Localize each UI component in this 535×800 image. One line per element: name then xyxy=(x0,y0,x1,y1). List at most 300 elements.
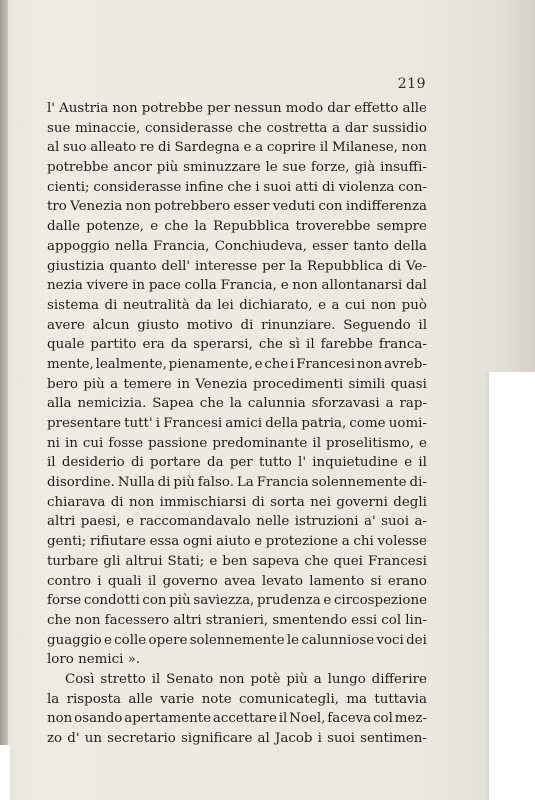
text-word: Repubblica xyxy=(307,258,384,274)
text-word: costretta xyxy=(266,120,328,136)
text-word: neutralità xyxy=(122,297,190,313)
text-word: in xyxy=(132,278,146,294)
text-word: proselitismo, xyxy=(326,435,414,451)
text-word: sì xyxy=(288,337,301,353)
text-word: il xyxy=(278,711,288,727)
text-word: per xyxy=(229,455,253,471)
text-word: ma xyxy=(346,691,368,707)
text-word: esser xyxy=(312,238,349,254)
text-word: essi xyxy=(351,612,378,628)
text-word: gli xyxy=(103,553,121,569)
text-word: sperarsi, xyxy=(193,337,253,353)
text-word: re xyxy=(139,140,155,156)
text-word: farebbe xyxy=(320,337,373,353)
text-word: non xyxy=(75,612,101,628)
text-line xyxy=(47,631,427,651)
text-word: quei xyxy=(333,553,363,569)
text-word: saviezza, xyxy=(193,593,255,609)
text-word: sorta xyxy=(270,494,305,510)
text-word: troverebbe xyxy=(295,219,371,235)
text-word: suoi xyxy=(327,731,355,746)
text-word: e xyxy=(103,632,112,648)
text-word: predominante xyxy=(212,435,308,451)
text-word: dalle xyxy=(47,219,81,235)
text-word: giustizia xyxy=(47,258,105,274)
text-word: della xyxy=(393,238,427,254)
text-word: con- xyxy=(398,179,427,195)
text-word: sminuzzare xyxy=(183,160,261,176)
text-line xyxy=(47,493,427,513)
text-word: facessero xyxy=(104,612,170,628)
text-word: rap- xyxy=(399,396,427,412)
text-word: ». xyxy=(127,652,141,668)
text-word: giusto xyxy=(137,317,180,333)
text-word: simili xyxy=(348,376,386,392)
text-word: e xyxy=(243,140,252,156)
text-word: lealmente, xyxy=(95,356,167,372)
text-word: Francia xyxy=(256,475,309,491)
text-word: Francesi xyxy=(163,416,223,431)
text-word: e xyxy=(404,455,413,471)
text-word: risposta xyxy=(66,691,122,707)
text-word: e xyxy=(150,219,159,235)
text-word: più xyxy=(286,671,308,687)
text-word: tro xyxy=(47,199,67,215)
text-word: accettare xyxy=(212,711,277,727)
text-word: di xyxy=(240,317,254,333)
text-word: rinunziare. xyxy=(261,317,336,333)
text-line xyxy=(47,138,427,158)
text-word: da xyxy=(170,337,188,353)
text-word: avea xyxy=(224,573,256,589)
text-word: note xyxy=(201,691,232,707)
text-word: cui xyxy=(82,435,104,451)
text-word: temere xyxy=(123,376,172,392)
text-word: stranieri, xyxy=(205,612,269,628)
scan-edge-shadow xyxy=(485,372,489,800)
text-word: forze, xyxy=(310,160,350,176)
text-word: di xyxy=(104,297,118,313)
text-word: partito xyxy=(90,337,137,353)
text-word: effetto xyxy=(354,101,399,116)
text-word: da xyxy=(195,297,212,313)
text-word: calunniose xyxy=(301,632,375,648)
text-word: esser xyxy=(233,199,270,215)
text-word: Ve- xyxy=(406,258,427,274)
text-word: e xyxy=(323,593,332,609)
text-word: loro xyxy=(47,652,74,668)
text-line xyxy=(47,650,427,670)
text-word: la xyxy=(289,258,303,274)
text-word: la xyxy=(194,219,207,235)
text-word: non xyxy=(401,140,427,156)
body-text xyxy=(47,99,427,749)
text-word: ben xyxy=(222,553,248,569)
text-word: pienamente, xyxy=(168,356,253,372)
text-line xyxy=(47,217,427,237)
text-word: faceva xyxy=(327,711,372,727)
text-word: suo xyxy=(63,140,87,156)
text-line xyxy=(47,99,427,119)
text-line xyxy=(47,119,427,139)
text-word: violenza xyxy=(338,179,395,195)
text-word: nezia xyxy=(47,278,83,294)
text-word: apertamente xyxy=(124,711,212,727)
text-word: Austria xyxy=(59,101,109,116)
text-word: smentendo xyxy=(272,612,348,628)
text-word: voci xyxy=(376,632,404,648)
text-word: dar xyxy=(327,101,351,116)
text-word: mente, xyxy=(47,356,94,372)
text-word: immischiarsi xyxy=(159,494,247,510)
text-word: sue xyxy=(282,160,307,176)
text-word: interesse xyxy=(194,258,258,274)
page-edge-shadow xyxy=(0,0,8,800)
text-word: non xyxy=(356,356,383,372)
text-line xyxy=(47,394,427,414)
text-word: della xyxy=(265,416,299,431)
text-word: in xyxy=(64,435,78,451)
text-word: al xyxy=(47,140,60,156)
text-word: Seguendo xyxy=(343,317,411,333)
text-word: sforzavasi xyxy=(311,396,380,412)
text-word: e xyxy=(254,534,263,550)
text-word: e xyxy=(419,435,427,451)
text-word: governo xyxy=(162,573,218,589)
text-word: essa xyxy=(149,534,180,550)
text-word: i xyxy=(317,731,322,746)
text-word: d' xyxy=(67,731,80,746)
text-word: come xyxy=(349,416,386,431)
text-word: Nulla xyxy=(117,475,155,491)
text-word: turbare xyxy=(47,553,99,569)
text-word: nessun xyxy=(234,101,282,116)
text-word: potè xyxy=(250,671,281,687)
text-word: potenze, xyxy=(86,219,145,235)
text-line xyxy=(47,414,427,434)
text-word: rifiutare xyxy=(89,534,146,550)
text-word: forse xyxy=(47,593,82,609)
text-word: colle xyxy=(114,632,147,648)
text-word: i xyxy=(290,356,295,372)
text-word: cienti; xyxy=(47,179,90,195)
text-word: che xyxy=(199,396,224,412)
text-word: colla xyxy=(184,278,217,294)
text-word: Jacob xyxy=(274,731,313,746)
text-word: non xyxy=(370,297,397,313)
text-word: fosse xyxy=(108,435,144,451)
text-word: desiderio xyxy=(61,455,125,471)
text-word: al xyxy=(257,731,270,746)
text-word: Venezia xyxy=(70,199,123,215)
text-word: solennemente xyxy=(311,475,407,491)
text-word: non xyxy=(128,494,155,510)
text-word: che xyxy=(164,219,189,235)
text-word: avreb- xyxy=(383,356,427,372)
text-word: considerasse xyxy=(93,179,182,195)
text-word: sapeva xyxy=(252,553,300,569)
text-word: allontanarsi xyxy=(321,278,403,294)
text-word: prudenza xyxy=(256,593,321,609)
text-word: per xyxy=(207,101,231,116)
text-word: l' xyxy=(47,101,55,116)
text-word: osando xyxy=(74,711,123,727)
text-line xyxy=(47,375,427,395)
text-word: quali xyxy=(107,573,142,589)
text-line xyxy=(47,729,427,749)
text-word: condotti xyxy=(83,593,140,609)
text-word: di xyxy=(110,494,124,510)
text-word: chiarava xyxy=(47,494,106,510)
text-word: i xyxy=(97,573,102,589)
text-word: quanto xyxy=(109,258,157,274)
text-word: dichiarato, xyxy=(239,297,313,313)
text-word: che xyxy=(227,179,252,195)
text-word: aiuto xyxy=(216,534,251,550)
text-word: la xyxy=(229,396,242,412)
text-word: già xyxy=(354,160,376,176)
text-line xyxy=(47,611,427,631)
text-word: appoggio xyxy=(47,238,110,254)
text-word: e xyxy=(126,514,135,530)
text-word: contro xyxy=(47,573,92,589)
text-word: Conchiudeva, xyxy=(214,238,307,254)
text-word: sempre xyxy=(376,219,427,235)
text-word: modo xyxy=(285,101,324,116)
text-word: non xyxy=(47,711,73,727)
text-word: degli xyxy=(393,494,427,510)
text-line xyxy=(47,532,427,552)
text-word: sentimen- xyxy=(360,731,427,746)
text-word: per xyxy=(262,258,285,274)
text-word: considerasse xyxy=(144,120,233,136)
text-word: franca- xyxy=(378,337,427,353)
scan-background-left xyxy=(0,745,10,800)
text-line xyxy=(47,296,427,316)
text-word: calunnia xyxy=(247,396,306,412)
text-word: levato xyxy=(261,573,304,589)
text-word: sistema xyxy=(47,297,100,313)
text-line xyxy=(47,453,427,473)
text-word: Noel, xyxy=(289,711,326,727)
text-word: alcun xyxy=(92,317,130,333)
text-word: potrebbero xyxy=(154,199,231,215)
text-word: chi xyxy=(353,534,374,550)
text-word: ni xyxy=(47,435,60,451)
text-word: Venezia xyxy=(195,376,248,392)
text-word: un xyxy=(84,731,102,746)
text-word: più xyxy=(156,160,179,176)
text-word: potrebbe xyxy=(141,101,204,116)
text-word: alla xyxy=(47,396,72,412)
text-word: tutt' xyxy=(124,416,153,431)
text-word: che xyxy=(47,612,72,628)
text-word: sussidio xyxy=(372,120,427,136)
text-word: tutto xyxy=(258,455,292,471)
text-word: non xyxy=(292,278,318,294)
text-word: altri xyxy=(47,514,76,530)
text-word: il xyxy=(418,455,427,471)
text-word: veduti xyxy=(272,199,316,215)
text-word: tuttavia xyxy=(374,691,427,707)
text-line xyxy=(47,276,427,296)
text-word: nemicizia. xyxy=(77,396,147,412)
text-line xyxy=(47,709,427,729)
text-word: differire xyxy=(371,671,427,687)
text-word: dei xyxy=(406,632,427,648)
text-word: presentare xyxy=(47,416,122,431)
text-word: che xyxy=(237,120,262,136)
text-word: disordine. xyxy=(47,475,115,491)
text-word: inquietudine xyxy=(312,455,398,471)
text-word: Così xyxy=(65,671,95,687)
text-word: insuffi- xyxy=(380,160,427,176)
text-word: Milanese, xyxy=(332,140,398,156)
text-word: a xyxy=(255,140,264,156)
text-word: alle xyxy=(402,101,427,116)
text-word: più xyxy=(173,475,195,491)
text-word: non xyxy=(125,199,151,215)
text-word: avere xyxy=(47,317,85,333)
text-word: Senato xyxy=(166,671,214,687)
text-line xyxy=(47,316,427,336)
text-line xyxy=(47,690,427,710)
text-word: patria, xyxy=(301,416,347,431)
text-word: più xyxy=(169,593,191,609)
text-word: quale xyxy=(47,337,85,353)
text-line xyxy=(47,670,427,690)
text-word: procedimenti xyxy=(252,376,344,392)
text-line xyxy=(47,178,427,198)
text-line xyxy=(47,197,427,217)
text-word: che xyxy=(264,356,289,372)
text-word: quasi xyxy=(390,376,427,392)
text-word: potrebbe xyxy=(47,160,109,176)
text-word: paesi, xyxy=(80,514,121,530)
text-line xyxy=(47,552,427,572)
text-word: col xyxy=(381,612,402,628)
text-word: il xyxy=(312,435,321,451)
text-word: a- xyxy=(414,514,427,530)
text-word: e xyxy=(318,297,326,313)
text-line xyxy=(47,257,427,277)
text-word: la xyxy=(47,691,60,707)
text-word: lamento xyxy=(309,573,365,589)
text-line xyxy=(47,572,427,592)
text-word: Francia, xyxy=(153,238,210,254)
text-word: di xyxy=(130,455,144,471)
text-word: pace xyxy=(148,278,181,294)
text-word: Stati; xyxy=(167,553,205,569)
text-line xyxy=(47,473,427,493)
scan-background-right xyxy=(489,372,535,800)
text-line xyxy=(47,355,427,375)
text-word: atti xyxy=(295,179,319,195)
page-number: 219 xyxy=(397,76,426,92)
text-word: bero xyxy=(47,376,78,392)
text-word: a xyxy=(110,376,119,392)
text-word: era xyxy=(142,337,165,353)
text-word: l' xyxy=(298,455,306,471)
text-word: governi xyxy=(336,494,388,510)
text-word: i xyxy=(255,179,260,195)
text-word: secretario xyxy=(107,731,176,746)
text-word: alleato xyxy=(90,140,137,156)
text-word: vivere xyxy=(86,278,129,294)
text-line xyxy=(47,335,427,355)
text-word: passione xyxy=(148,435,208,451)
text-word: le xyxy=(286,632,300,648)
text-word: non xyxy=(112,101,138,116)
text-word: Francia, xyxy=(220,278,277,294)
text-word: lei xyxy=(217,297,234,313)
text-word: La xyxy=(236,475,254,491)
text-word: a xyxy=(331,297,340,313)
text-word: indifferenza xyxy=(345,199,427,215)
text-line xyxy=(47,237,427,257)
text-word: può xyxy=(401,297,427,313)
text-word: dar xyxy=(344,120,368,136)
text-word: il xyxy=(147,573,157,589)
text-word: e xyxy=(280,278,289,294)
text-word: alle xyxy=(128,691,153,707)
text-word: con xyxy=(318,199,343,215)
text-word: guaggio xyxy=(47,632,102,648)
text-word: il xyxy=(306,337,315,353)
text-word: il xyxy=(319,140,329,156)
text-word: i xyxy=(155,416,161,431)
text-word: erano xyxy=(387,573,427,589)
text-word: e xyxy=(254,356,263,372)
text-word: di xyxy=(157,140,171,156)
text-word: raccomandavalo xyxy=(139,514,251,530)
text-word: altrui xyxy=(125,553,163,569)
text-word: zo xyxy=(47,731,63,746)
text-word: uomi- xyxy=(388,416,427,431)
text-word: nella xyxy=(114,238,148,254)
text-word: suoi xyxy=(263,179,292,195)
text-word: suoi xyxy=(381,514,409,530)
text-word: amici xyxy=(225,416,263,431)
text-line xyxy=(47,591,427,611)
text-word: circospezione xyxy=(333,593,427,609)
text-word: a xyxy=(385,396,394,412)
text-word: a xyxy=(313,671,322,687)
text-word: comunicategli, xyxy=(239,691,339,707)
text-word: di xyxy=(157,475,171,491)
text-word: cui xyxy=(344,297,366,313)
text-word: che xyxy=(304,553,329,569)
text-word: mez- xyxy=(394,711,427,727)
text-word: e xyxy=(209,553,218,569)
text-word: altri xyxy=(173,612,202,628)
text-word: falso. xyxy=(197,475,234,491)
text-word: da xyxy=(207,455,224,471)
text-word: Francesi xyxy=(296,356,356,372)
text-word: nemici xyxy=(78,652,124,668)
text-word: Sardegna xyxy=(174,140,240,156)
text-word: a xyxy=(332,120,341,136)
text-line xyxy=(47,512,427,532)
text-word: a xyxy=(341,534,350,550)
text-word: motivo xyxy=(186,317,233,333)
text-word: non xyxy=(219,671,245,687)
text-word: nelle xyxy=(256,514,290,530)
text-word: dal xyxy=(406,278,427,294)
text-word: che xyxy=(258,337,283,353)
text-word: il xyxy=(47,455,56,471)
text-word: le xyxy=(265,160,278,176)
